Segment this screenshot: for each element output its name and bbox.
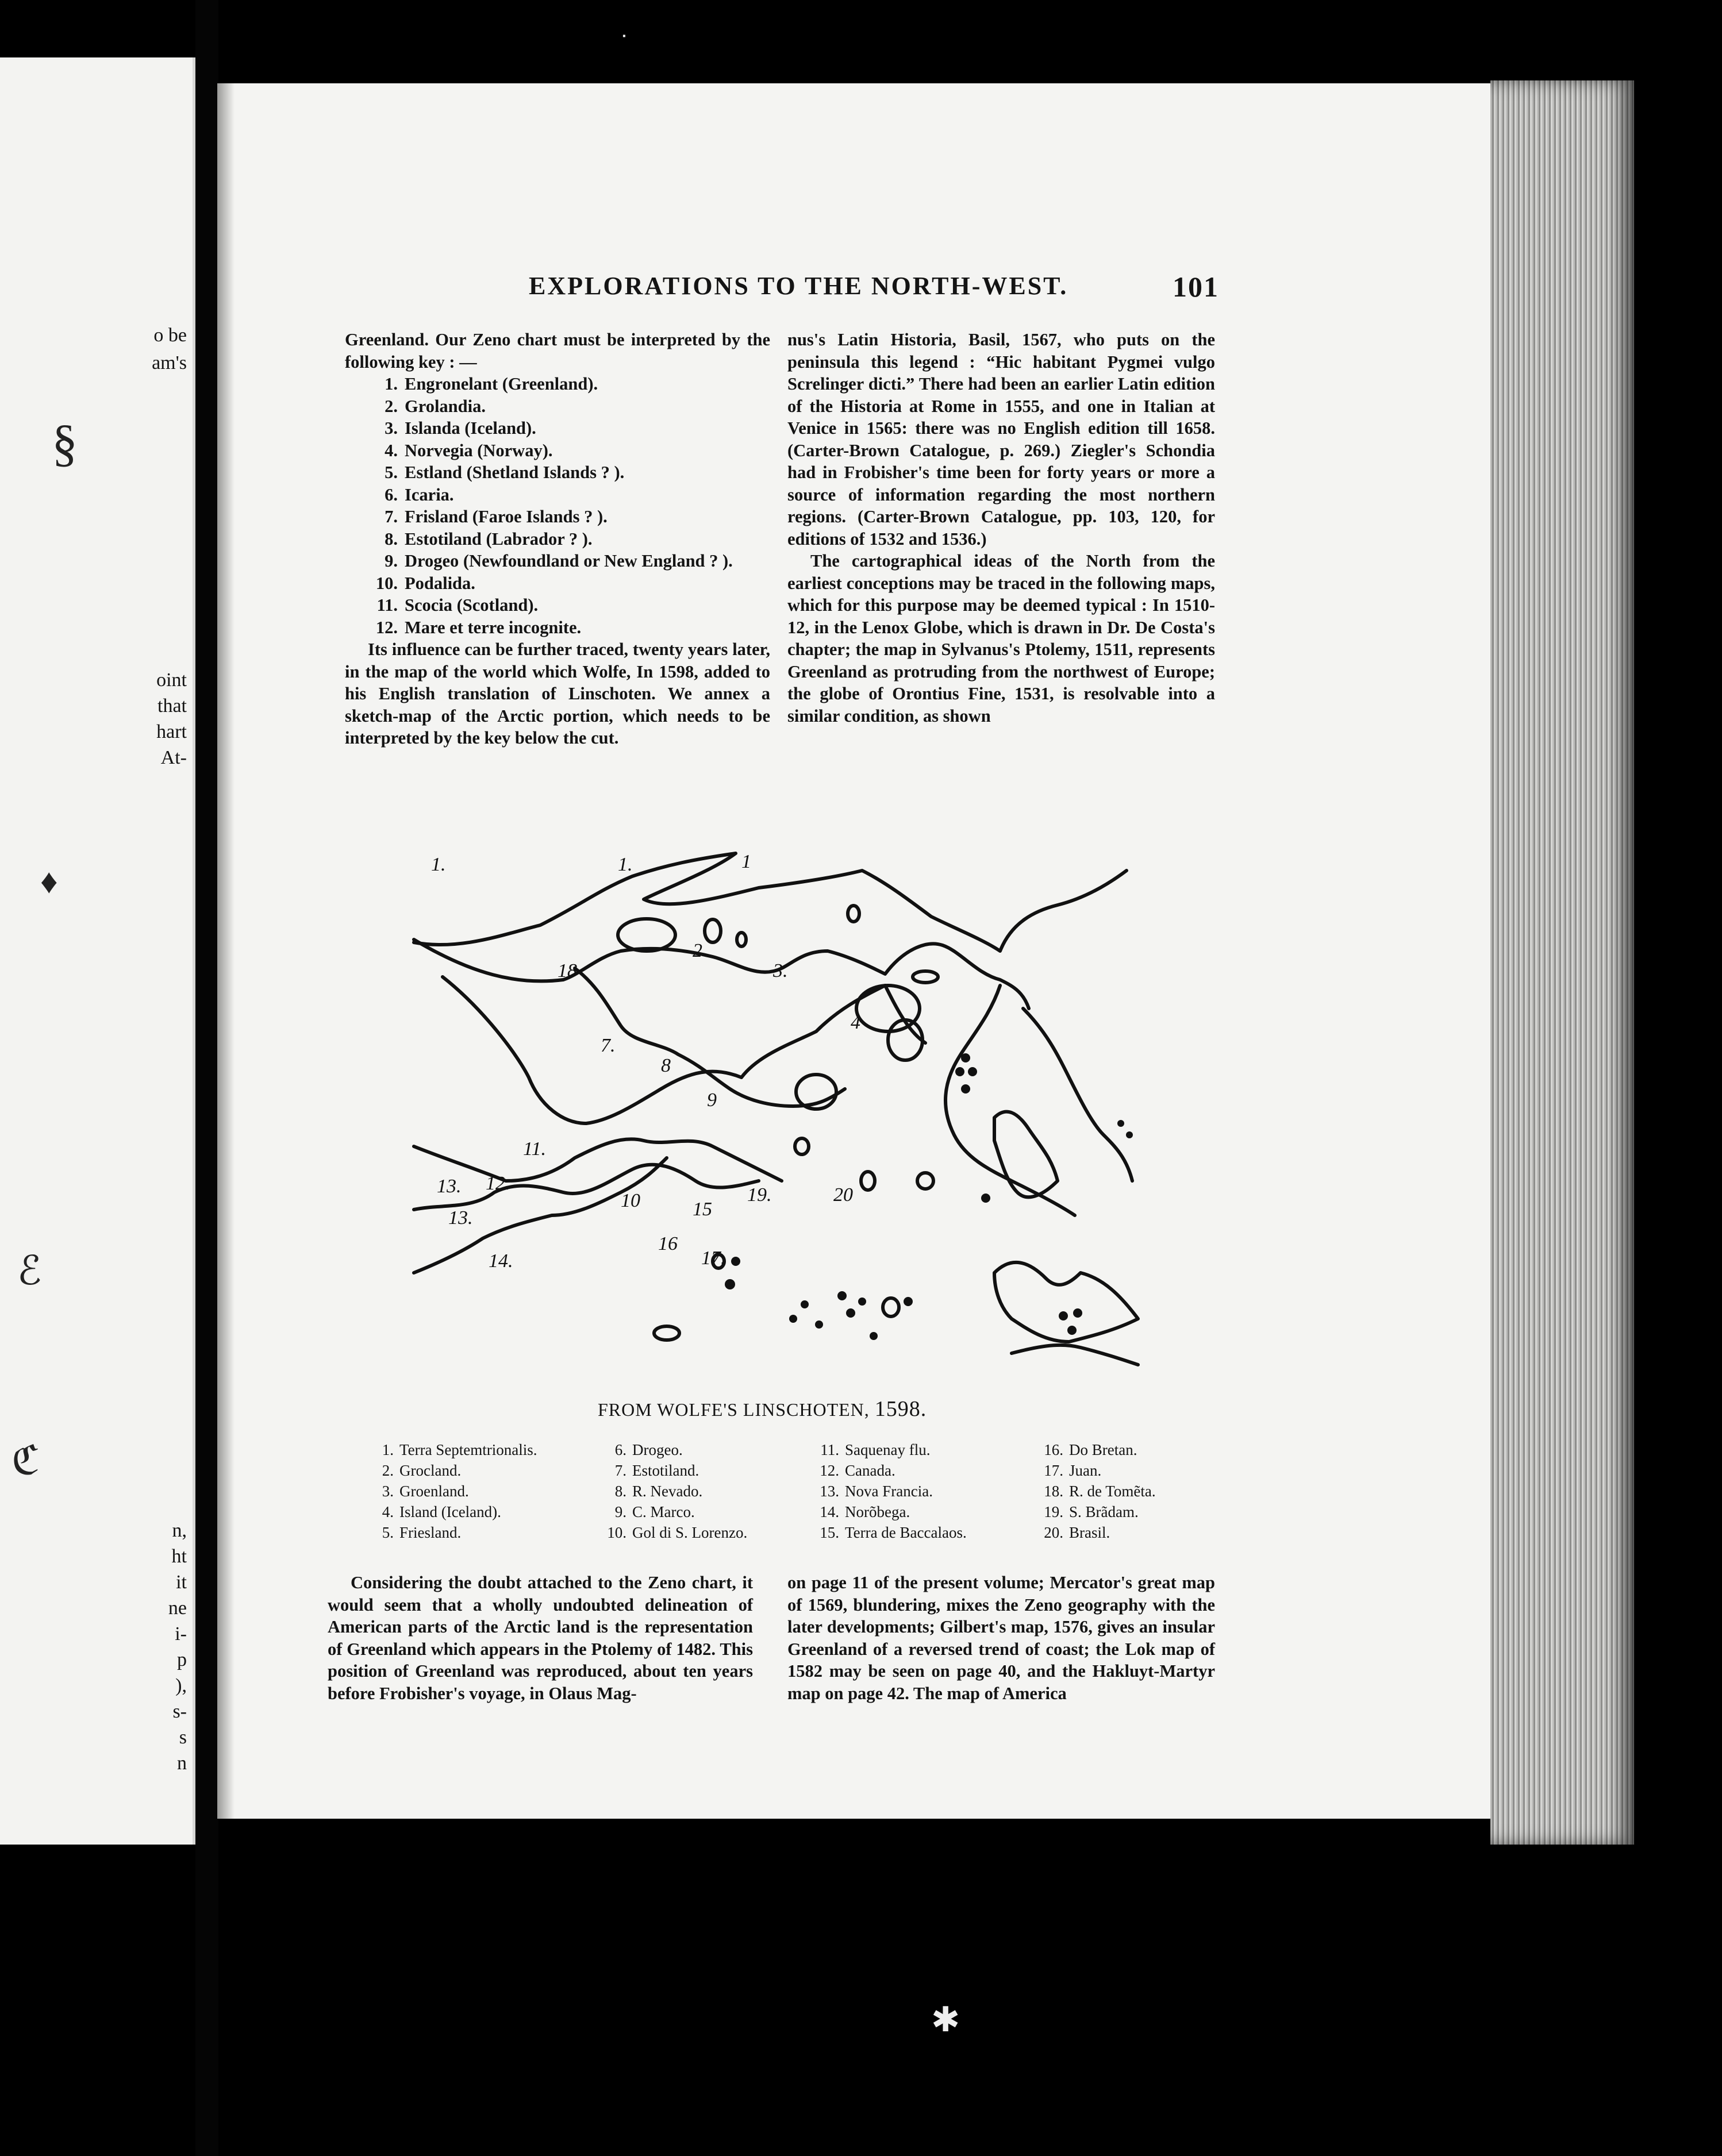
legend-text: Juan. — [1069, 1462, 1102, 1479]
legend-number: 11. — [820, 1441, 839, 1458]
left-page-fragment: it — [176, 1572, 187, 1593]
legend-number: 5. — [382, 1524, 394, 1541]
flourish-ornament: ℭ — [11, 1439, 40, 1483]
key-item — [345, 440, 770, 462]
legend-number: 2. — [382, 1462, 394, 1479]
key-number: 7. — [385, 507, 398, 526]
legend-number: 4. — [382, 1503, 394, 1520]
legend-entry — [365, 1481, 537, 1502]
left-page-fragment: hart — [156, 721, 187, 742]
legend-text: Groenland. — [399, 1483, 469, 1500]
map-dots — [725, 1053, 1133, 1340]
legend-entry — [810, 1502, 967, 1522]
zeno-doubt-paragraph: Considering the doubt attached to the Zeno chart, it would seem that a wholly undoubted delineation of American parts of the Arctic land is the representation of Greenland which appears in the Ptolemy of 1482. This position of Greenland was reproduced, about ten years before Frobisher's voyage, in Olaus Mag- — [328, 1573, 753, 1703]
legend-number: 8. — [614, 1483, 626, 1500]
key-text: Estotiland (Labrador ? ). — [405, 529, 593, 549]
key-text: Estland (Shetland Islands ? ). — [405, 463, 625, 482]
legend-text: S. Brãdam. — [1069, 1503, 1139, 1520]
key-number: 1. — [385, 374, 398, 394]
key-item — [345, 461, 770, 484]
legend-number: 14. — [820, 1503, 839, 1520]
island-small-5 — [848, 906, 859, 922]
legend-entry — [1035, 1439, 1156, 1460]
map-label: 3. — [773, 960, 788, 981]
legend-text: Friesland. — [399, 1524, 462, 1541]
legend-number: 16. — [1044, 1441, 1063, 1458]
legend-text: Norõbega. — [845, 1503, 910, 1520]
legend-entry — [810, 1522, 967, 1543]
ink-mark: ♦ — [40, 863, 58, 900]
map-label: 10 — [621, 1190, 640, 1211]
key-text: Grolandia. — [405, 396, 486, 416]
coastline-europe — [994, 1262, 1138, 1342]
island-grocland — [618, 919, 675, 951]
coastline-iberia — [1012, 1345, 1138, 1365]
flourish-ornament: ℰ — [17, 1249, 42, 1293]
page-number: 101 — [1173, 271, 1219, 303]
coastline-norway — [1023, 1008, 1132, 1181]
map-label: 8 — [661, 1055, 671, 1076]
influence-paragraph: Its influence can be further traced, twenty years later, in the map of the world which Wolfe, In 1598, added to his English translation of Linschoten. We annex a sketch-map of the Arctic portion, which needs to be interpreted by the key below the cut. — [345, 640, 770, 748]
left-page-fragment: o be — [153, 325, 187, 346]
key-item — [345, 506, 770, 528]
coastline-gulf — [414, 1139, 782, 1181]
legend-column — [598, 1439, 747, 1543]
legend-text: Do Bretan. — [1069, 1441, 1137, 1458]
left-page-fragment: that — [157, 695, 187, 717]
legend-text: Terra Septemtrionalis. — [399, 1441, 537, 1458]
legend-entry — [1035, 1481, 1156, 1502]
key-item — [345, 572, 770, 595]
legend-entry — [598, 1502, 747, 1522]
key-number: 12. — [375, 617, 398, 637]
key-item — [345, 550, 770, 572]
left-page-fragment: s — [179, 1727, 187, 1748]
map-caption-text: FROM WOLFE'S LINSCHOTEN, — [598, 1399, 870, 1420]
left-page-fragment: i- — [175, 1623, 187, 1645]
key-number: 9. — [385, 551, 398, 571]
map-label: 4 — [851, 1012, 860, 1033]
legend-entry — [598, 1481, 747, 1502]
legend-entry — [365, 1439, 537, 1460]
map-label: 16 — [658, 1233, 678, 1254]
legend-entry — [810, 1439, 967, 1460]
legend-number: 13. — [820, 1483, 839, 1500]
left-page-fragment: n, — [172, 1520, 187, 1541]
legend-number: 1. — [382, 1441, 394, 1458]
legend-text: Estotiland. — [632, 1462, 699, 1479]
key-text: Podalida. — [405, 573, 475, 593]
map-label: 20 — [833, 1184, 853, 1206]
zeno-key-list — [345, 373, 770, 638]
left-page-fragment: At- — [160, 747, 187, 768]
island-small-1 — [913, 971, 938, 983]
legend-text: Grocland. — [399, 1462, 462, 1479]
map-label: 15 — [693, 1199, 712, 1220]
legend-number: 7. — [614, 1462, 626, 1479]
scan-speck: ᐧ — [621, 24, 627, 49]
legend-entry — [1035, 1522, 1156, 1543]
legend-number: 3. — [382, 1483, 394, 1500]
page-edges — [1490, 80, 1634, 1845]
map-caption — [598, 1396, 927, 1422]
legend-entry — [598, 1460, 747, 1481]
legend-text: C. Marco. — [632, 1503, 695, 1520]
map-label: 11. — [523, 1138, 546, 1160]
legend-text: Nova Francia. — [845, 1483, 933, 1500]
left-page-fragment: oint — [156, 669, 187, 691]
legend-text: Terra de Baccalaos. — [845, 1524, 967, 1541]
left-page-fragment: ), — [175, 1675, 187, 1696]
key-number: 3. — [385, 418, 398, 438]
left-page-fragment: am's — [152, 352, 187, 374]
key-intro-text: Greenland. Our Zeno chart must be interpreted by the following key : — — [345, 330, 770, 372]
map-label: 17. — [701, 1248, 726, 1269]
legend-text: R. de Tomẽta. — [1069, 1483, 1156, 1500]
key-number: 5. — [385, 463, 398, 482]
legend-text: R. Nevado. — [632, 1483, 703, 1500]
legend-number: 19. — [1044, 1503, 1063, 1520]
key-text: Icaria. — [405, 484, 454, 505]
map-label: 18 — [558, 960, 577, 981]
map-label: 9 — [707, 1089, 717, 1111]
legend-number: 15. — [820, 1524, 839, 1541]
legend-entry — [365, 1522, 537, 1543]
book-gutter — [195, 0, 218, 2156]
legend-number: 18. — [1044, 1483, 1063, 1500]
legend-number: 9. — [614, 1503, 626, 1520]
legend-entry — [810, 1481, 967, 1502]
legend-entry — [810, 1460, 967, 1481]
legend-text: Island (Iceland). — [399, 1503, 501, 1520]
map-label: 19. — [747, 1184, 772, 1206]
key-text: Scocia (Scotland). — [405, 595, 539, 615]
legend-text: Gol di S. Lorenzo. — [632, 1524, 748, 1541]
key-text: Islanda (Iceland). — [405, 418, 536, 438]
left-page-fragment: n — [177, 1753, 187, 1774]
legend-entry — [1035, 1460, 1156, 1481]
cartography-paragraph: The cartographical ideas of the North from the earliest conceptions may be traced in the following maps, which for this purpose may be deemed typical : In 1510-12, in the Lenox Globe, which is drawn in Dr. De Costa's chapter; the map in Sylvanus's Ptolemy, 1511, represents Greenland as protruding from the northwest of Europe; the globe of Orontius Fine, 1531, is resolvable into a similar condition, as shown — [787, 551, 1215, 726]
bottom-left-column — [328, 1572, 753, 1704]
key-item — [345, 395, 770, 418]
legend-column — [365, 1439, 537, 1543]
legend-entry — [598, 1522, 747, 1543]
map-label: 14. — [489, 1250, 513, 1272]
legend-column — [1035, 1439, 1156, 1543]
legend-column — [810, 1439, 967, 1543]
key-item — [345, 484, 770, 506]
key-number: 10. — [375, 573, 398, 593]
island-small-10 — [883, 1298, 899, 1316]
map-label: 7. — [601, 1035, 616, 1056]
key-text: Drogeo (Newfoundland or New England ? ). — [405, 551, 733, 571]
left-page-fragment: ht — [171, 1546, 187, 1567]
scan-speck: ✱ — [931, 2001, 960, 2039]
sketch-map — [391, 836, 1150, 1388]
left-page-fragment: ne — [168, 1597, 187, 1619]
island-small-8 — [861, 1172, 875, 1190]
coastline-britain — [994, 1112, 1058, 1198]
island-small-3 — [705, 919, 721, 942]
legend-text: Canada. — [845, 1462, 895, 1479]
key-item — [345, 417, 770, 440]
arctic-map-drawing — [391, 836, 1150, 1388]
island-small-4 — [737, 933, 746, 946]
coastline-estotiland — [443, 977, 925, 1123]
map-label: 1 — [741, 851, 751, 872]
key-text: Frisland (Faroe Islands ? ). — [405, 507, 608, 526]
key-item — [345, 617, 770, 639]
legend-text: Brasil. — [1069, 1524, 1110, 1541]
map-caption-year: 1598. — [874, 1397, 927, 1421]
key-item — [345, 373, 770, 395]
coastline-north — [414, 853, 1127, 951]
map-label: 2 — [693, 940, 702, 961]
flourish-ornament: § — [52, 415, 78, 472]
map-labels — [431, 851, 860, 1272]
key-number: 4. — [385, 440, 398, 460]
legend-number: 10. — [607, 1524, 626, 1541]
map-label: 13. — [437, 1176, 462, 1197]
running-header: EXPLORATIONS TO THE NORTH-WEST. — [529, 272, 1068, 300]
left-column — [345, 329, 770, 749]
island-small-9 — [917, 1173, 933, 1189]
legend-entry — [598, 1439, 747, 1460]
bottom-right-column — [787, 1572, 1215, 1704]
key-item — [345, 528, 770, 550]
key-intro — [345, 329, 770, 373]
left-facing-page — [0, 57, 196, 1845]
legend-number: 20. — [1044, 1524, 1063, 1541]
left-page-fragment: s- — [172, 1701, 187, 1722]
legend-entry — [1035, 1502, 1156, 1522]
key-number: 8. — [385, 529, 398, 549]
key-text: Engronelant (Greenland). — [405, 374, 598, 394]
legend-text: Saquenay flu. — [845, 1441, 931, 1458]
key-text: Mare et terre incognite. — [405, 617, 582, 637]
legend-entry — [365, 1460, 537, 1481]
left-page-fragment: p — [177, 1649, 187, 1670]
legend-number: 17. — [1044, 1462, 1063, 1479]
island-small-7 — [654, 1326, 679, 1340]
legend-text: Drogeo. — [632, 1441, 683, 1458]
map-label: 13. — [448, 1207, 473, 1229]
legend-entry — [365, 1502, 537, 1522]
key-number: 11. — [376, 595, 398, 615]
key-text: Norvegia (Norway). — [405, 440, 553, 460]
key-number: 2. — [385, 396, 398, 416]
key-item — [345, 594, 770, 617]
mercator-paragraph: on page 11 of the present volume; Mercator's great map of 1569, blundering, mixes the Zeno geography with the later developments; Gilbert's map, 1576, gives an insular Greenland of a reversed trend of coast; the Lok map of 1582 may be seen on page 40, and the Hakluyt-Martyr map on page 42. The map of America — [787, 1573, 1215, 1703]
map-label: 1. — [618, 854, 633, 875]
magnus-paragraph: nus's Latin Historia, Basil, 1567, who puts on the peninsula this legend : “Hic habitant Pygmei vulgo Screlinger dicti.” There had been an earlier Latin edition of the Historia at Rome in 1555, and one in Italian at Venice in 1565: there was no English edition till 1658. (Carter-Brown Catalogue, p. 269.) Ziegler's Schondia had in Frobisher's time been for forty years or more a source of information regarding the most northern regions. (Carter-Brown Catalogue, pp. 103, 120, for editions of 1532 and 1536.) — [787, 330, 1215, 549]
island-small-11 — [795, 1138, 809, 1154]
key-number: 6. — [385, 484, 398, 505]
legend-number: 12. — [820, 1462, 839, 1479]
map-label: 1. — [431, 854, 446, 875]
spine-shadow — [217, 83, 235, 1819]
right-column — [787, 329, 1215, 727]
map-label: 12. — [486, 1173, 510, 1194]
legend-number: 6. — [614, 1441, 626, 1458]
